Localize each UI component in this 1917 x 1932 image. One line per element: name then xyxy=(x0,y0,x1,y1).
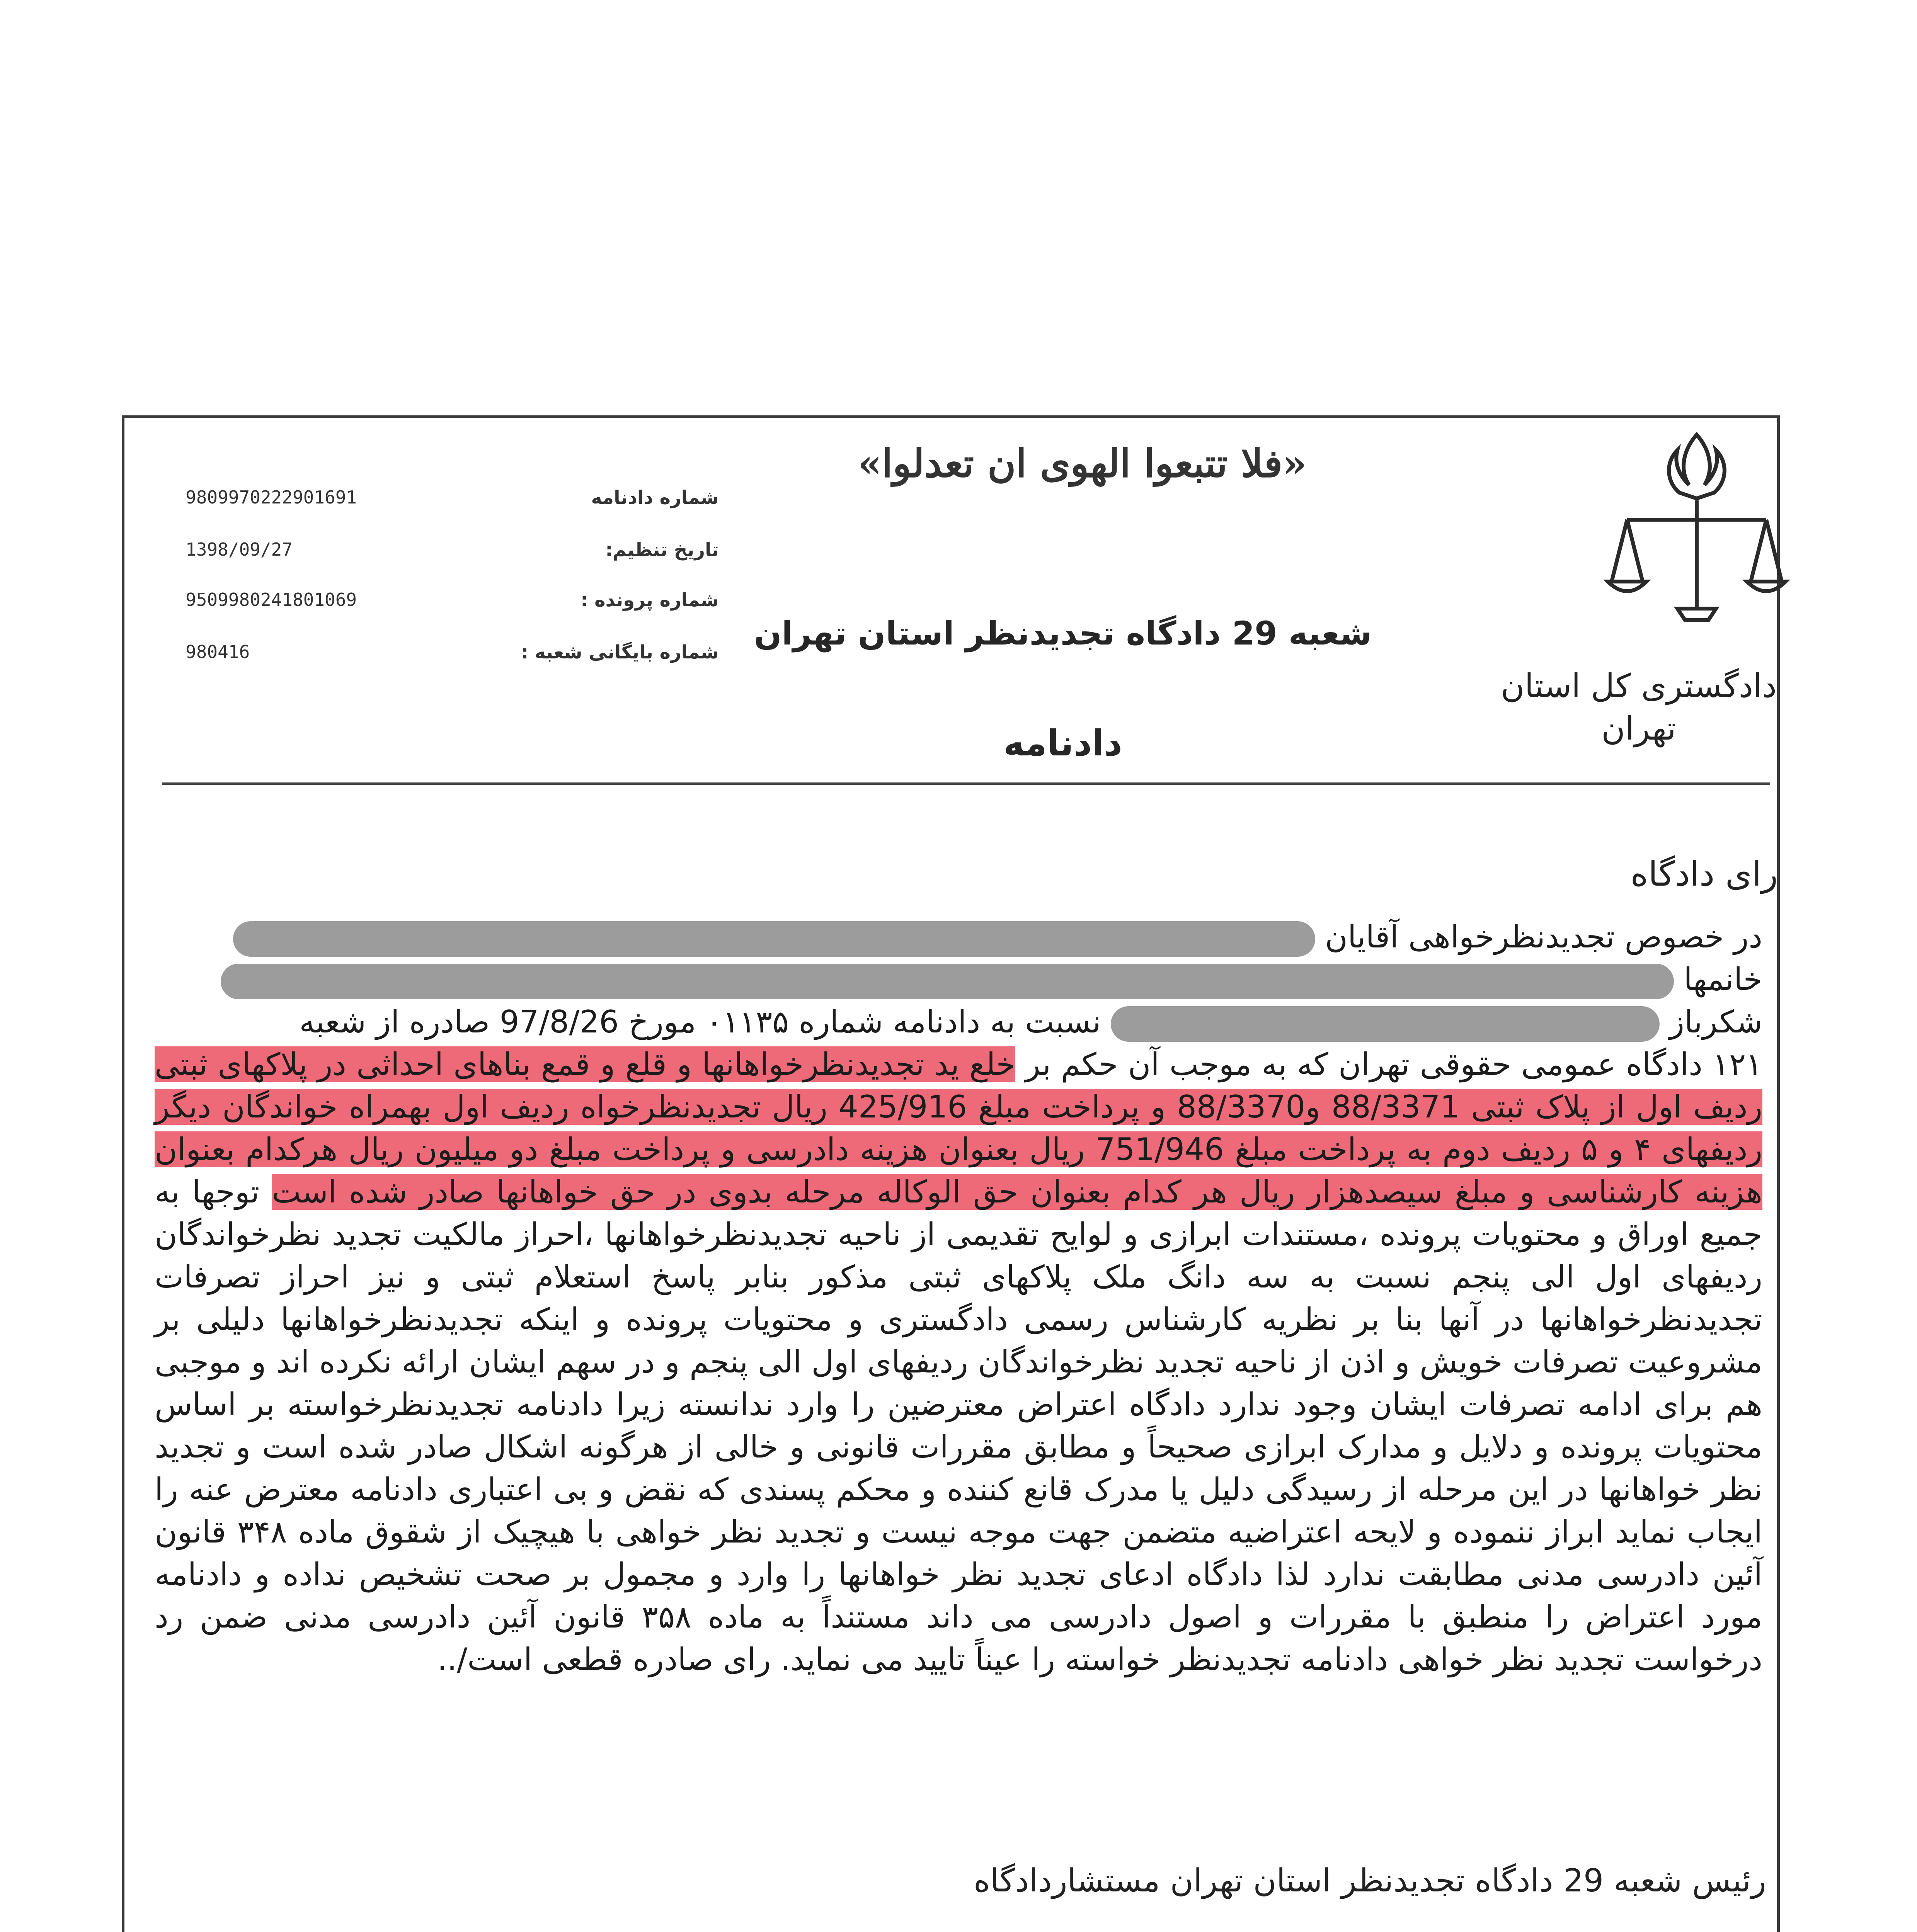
meta-label: شماره بایگانی شعبه : xyxy=(521,641,719,663)
body-text-segment: نسبت به دادنامه شماره ۰۱۱۳۵ مورخ 97/8/26 صادره از شعبه xyxy=(299,1004,1101,1040)
meta-case-number xyxy=(186,589,719,620)
meta-issue-date xyxy=(186,539,719,570)
highlighted-ruling: خلع ید تجدیدنظرخواهانها و قلع و قمع بناهای احداثی در پلاکهای ثبتی ردیف اول از پلاک ثبتی 88/3371 و88/3370 و پرداخت مبلغ 425/916 ریال تجدیدنظرخواه ردیف اول بهمراه خواندگان دیگر ردیفهای ۴ و ۵ ردیف دوم به پرداخت مبلغ 751/946 ریال بعنوان هزینه دادرسی و پرداخت مبلغ دو میلیون ریال هرکدام بعنوان هزینه کارشناسی و مبلغ سیصدهزار ریال هر کدام بعنوان حق الوکاله مرحله بدوی در حق خواهانها صادر شده است xyxy=(155,1046,1763,1210)
meta-label: شماره پرونده : xyxy=(581,589,719,611)
redaction-bar xyxy=(221,964,1674,999)
body-line xyxy=(155,916,1762,958)
body-line xyxy=(155,1001,1762,1043)
signatory-title: رئیس شعبه 29 دادگاه تجدیدنظر استان تهران مستشاردادگاه xyxy=(974,1862,1766,1899)
meta-label: شماره دادنامه xyxy=(591,487,719,509)
meta-value: 1398/09/27 xyxy=(186,539,293,560)
body-text-segment: توجها به جمیع اوراق و محتویات پرونده ،مستندات ابرازی و لوایح تقدیمی از ناحیه تجدیدنظرخواهانها ،احراز مالکیت تجدید نظرخواندگان ردیفهای اول الی پنجم نسبت به سه دانگ ملک پلاکهای ثبتی مذکور بنابر پاسخ استعلام ثبتی و نیز احراز تصرفات تجدیدنظرخواهانها در آنها بنا بر نظریه کارشناس رسمی دادگستری و محتویات پرونده و اینکه تجدیدنظرخواهانها دلیلی بر مشروعیت تصرفات خویش و اذن از ناحیه تجدید نظرخواندگان ردیفهای اول الی پنجم و در سهم ایشان ارائه نکرده اند و موجبی هم برای ادامه تصرفات ایشان وجود ندارد دادگاه اعتراض معترضین را وارد ندانسته زیرا دادنامه تجدیدنظرخواسته بر اساس محتویات پرونده و دلایل و مدارک ابرازی صحیحاً و مطابق مقررات قانونی و خالی از هرگونه اشکال صادر شده است و تجدید نظر خواهانها در این مرحله از رسیدگی دلیل یا مدرک قانع کننده و محکم پسندی که نقض و بی اعتباری دادنامه معترض عنه را ایجاب نماید ابراز ننموده و لایحه اعتراضیه متضمن جهت موجه نیست و تجدید نظر خواهی با هیچیک از شقوق ماده ۳۴۸ قانون آئین دادرسی مدنی مطابقت ندارد لذا دادگاه ادعای تجدید نظر خواهانها را وارد و مجمول بر صحت تشخیص نداده و دادنامه مورد اعتراض را منطبق با مقررات و اصول دادرسی می داند مستنداً به ماده ۳۵۸ قانون آئین دادرسی مدنی ضمن رد درخواست تجدید نظر خواهی دادنامه تجدیدنظر خواسته را عیناً تایید می نماید. رای صادره قطعی است/.. xyxy=(155,1174,1763,1677)
court-name-line1: دادگستری کل استان xyxy=(1501,667,1777,705)
meta-archive-number xyxy=(186,641,719,672)
body-text-segment: در خصوص تجدیدنظرخواهی آقایان xyxy=(1325,919,1762,955)
meta-verdict-number xyxy=(186,487,719,518)
meta-label: تاریخ تنظیم: xyxy=(605,539,719,561)
document-type: دادنامه xyxy=(1003,723,1122,764)
meta-value: 9809970222901691 xyxy=(186,487,357,508)
body-paragraph xyxy=(155,1043,1762,1681)
meta-value: 9509980241801069 xyxy=(186,589,357,610)
verse-header: «فلا تتبعوا الهوی ان تعدلوا» xyxy=(858,440,1307,486)
verdict-body xyxy=(155,916,1762,1681)
court-branch: شعبه 29 دادگاه تجدیدنظر استان تهران xyxy=(754,614,1372,652)
body-text-segment: ۱۲۱ دادگاه عمومی حقوقی تهران که به موجب آن حکم بر xyxy=(1025,1046,1762,1082)
header-divider xyxy=(162,782,1770,785)
court-name-line2: تهران xyxy=(1601,709,1676,747)
body-text-segment: خانمها xyxy=(1684,961,1762,997)
meta-value: 980416 xyxy=(186,641,250,662)
redaction-bar xyxy=(1111,1006,1660,1042)
body-line xyxy=(155,958,1762,1001)
body-text-segment: شکرباز xyxy=(1669,1004,1762,1040)
iran-emblem-icon xyxy=(1600,427,1793,636)
redaction-bar xyxy=(233,921,1315,957)
court-name xyxy=(1500,665,1778,750)
verdict-title: رای دادگاه xyxy=(1630,854,1778,894)
